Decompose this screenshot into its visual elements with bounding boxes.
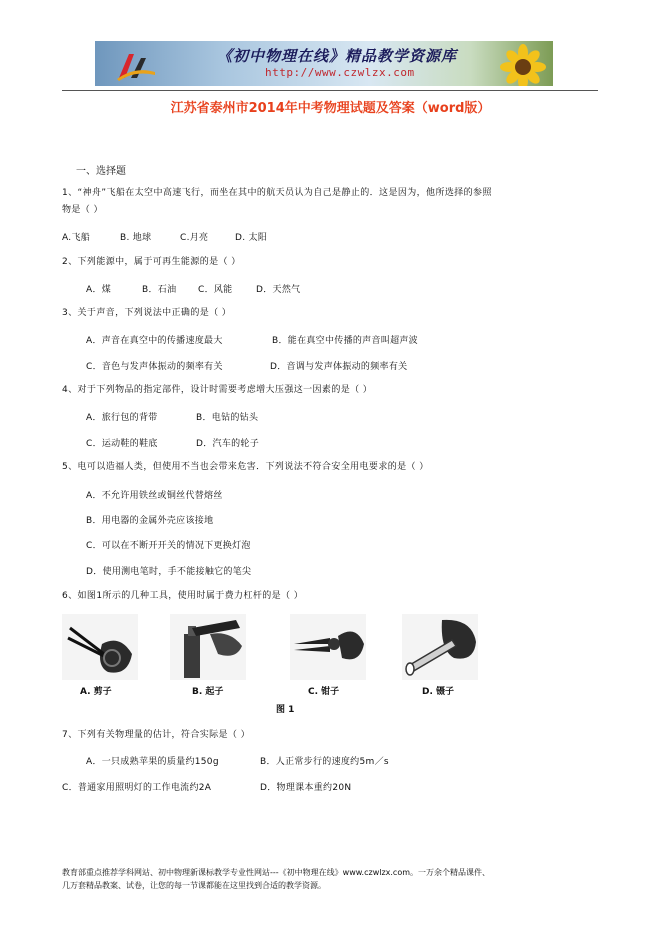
question-6-line-1: 6、如图1所示的几种工具，使用时属于费力杠杆的是（ ）	[62, 591, 304, 601]
document-title: 江苏省泰州市2014年中考物理试题及答案（word版）	[170, 101, 491, 116]
header-banner	[95, 41, 553, 86]
figure-label-b: B. 起子	[192, 687, 224, 697]
figure-label-d: D. 镊子	[422, 687, 455, 697]
q2-option-d: D．天然气	[256, 285, 301, 295]
q4-option-c: C．运动鞋的鞋底	[86, 439, 158, 449]
q4-option-b: B．电钻的钻头	[196, 413, 259, 423]
question-4-line-1: 4、对于下列物品的指定部件，设计时需要考虑增大压强这一因素的是（ ）	[62, 385, 373, 395]
q4-option-a: A．旅行包的背带	[86, 413, 158, 423]
q1-option-b: B. 地球	[120, 233, 152, 243]
question-5-line-1: 5、电可以造福人类，但使用不当也会带来危害．下列说法不符合安全用电要求的是（ ）	[62, 462, 429, 472]
figure-label-c: C. 钳子	[308, 687, 340, 697]
q4-option-d: D．汽车的轮子	[196, 439, 260, 449]
q1-option-c: C.月亮	[180, 233, 209, 243]
q5-option-d: D．使用测电笔时，手不能接触它的笔尖	[86, 567, 252, 577]
tweezers-illustration	[402, 614, 478, 680]
figure-caption: 图 1	[276, 705, 295, 715]
banner-url[interactable]: http://www.czwlzx.com	[265, 66, 415, 79]
q5-option-c: C．可以在不断开开关的情况下更换灯泡	[86, 541, 251, 551]
q7-option-d: D．物理课本重约20N	[260, 783, 352, 793]
scissors-illustration	[62, 614, 138, 680]
site-logo	[115, 48, 157, 81]
footer-line-1: 教育部重点推荐学科网站、初中物理新课标教学专业性网站---《初中物理在线》www.czwlzx.com。一万余个精品课件、	[62, 868, 491, 877]
sunflower-image	[493, 43, 549, 86]
q5-option-b: B．用电器的金属外壳应该接地	[86, 516, 214, 526]
pliers-illustration	[290, 614, 366, 680]
figure-label-a: A. 剪子	[80, 687, 112, 697]
banner-title: 《初中物理在线》精品教学资源库	[217, 47, 458, 65]
q7-option-b: B．人正常步行的速度约5m／s	[260, 757, 389, 767]
question-7-line-1: 7、下列有关物理量的估计，符合实际是（ ）	[62, 730, 250, 740]
q2-option-b: B．石油	[142, 285, 177, 295]
footer-note	[62, 866, 602, 892]
q2-option-c: C．风能	[198, 285, 233, 295]
question-1-line-2: 物是（ ）	[62, 205, 103, 215]
question-1-line-1: 1、“神舟”飞船在太空中高速飞行，而坐在其中的航天员认为自己是静止的．这是因为，他所选择的参照	[62, 188, 492, 198]
q1-option-a: A.飞船	[62, 233, 91, 243]
q3-option-a: A．声音在真空中的传播速度最大	[86, 336, 223, 346]
header-rule	[62, 90, 598, 91]
q7-option-a: A．一只成熟苹果的质量约150g	[86, 757, 219, 767]
footer-line-2: 几万套精品教案、试卷，让您的每一节课都能在这里找到合适的教学资源。	[62, 881, 326, 890]
q3-option-d: D．音调与发声体振动的频率有关	[270, 362, 408, 372]
figure-1-tools	[62, 614, 502, 714]
question-2-line-1: 2、下列能源中，属于可再生能源的是（ ）	[62, 257, 241, 267]
q1-option-d: D. 太阳	[235, 233, 268, 243]
q2-option-a: A．煤	[86, 285, 112, 295]
q5-option-a: A．不允许用铁丝或铜丝代替熔丝	[86, 491, 223, 501]
q7-option-c: C．普通家用照明灯的工作电流约2A	[62, 783, 212, 793]
q3-option-b: B．能在真空中传播的声音叫超声波	[272, 336, 418, 346]
bottle-opener-illustration	[170, 614, 246, 680]
q3-option-c: C．音色与发声体振动的频率有关	[86, 362, 223, 372]
section-heading: 一、选择题	[76, 166, 126, 177]
question-3-line-1: 3、关于声音，下列说法中正确的是（ ）	[62, 308, 232, 318]
